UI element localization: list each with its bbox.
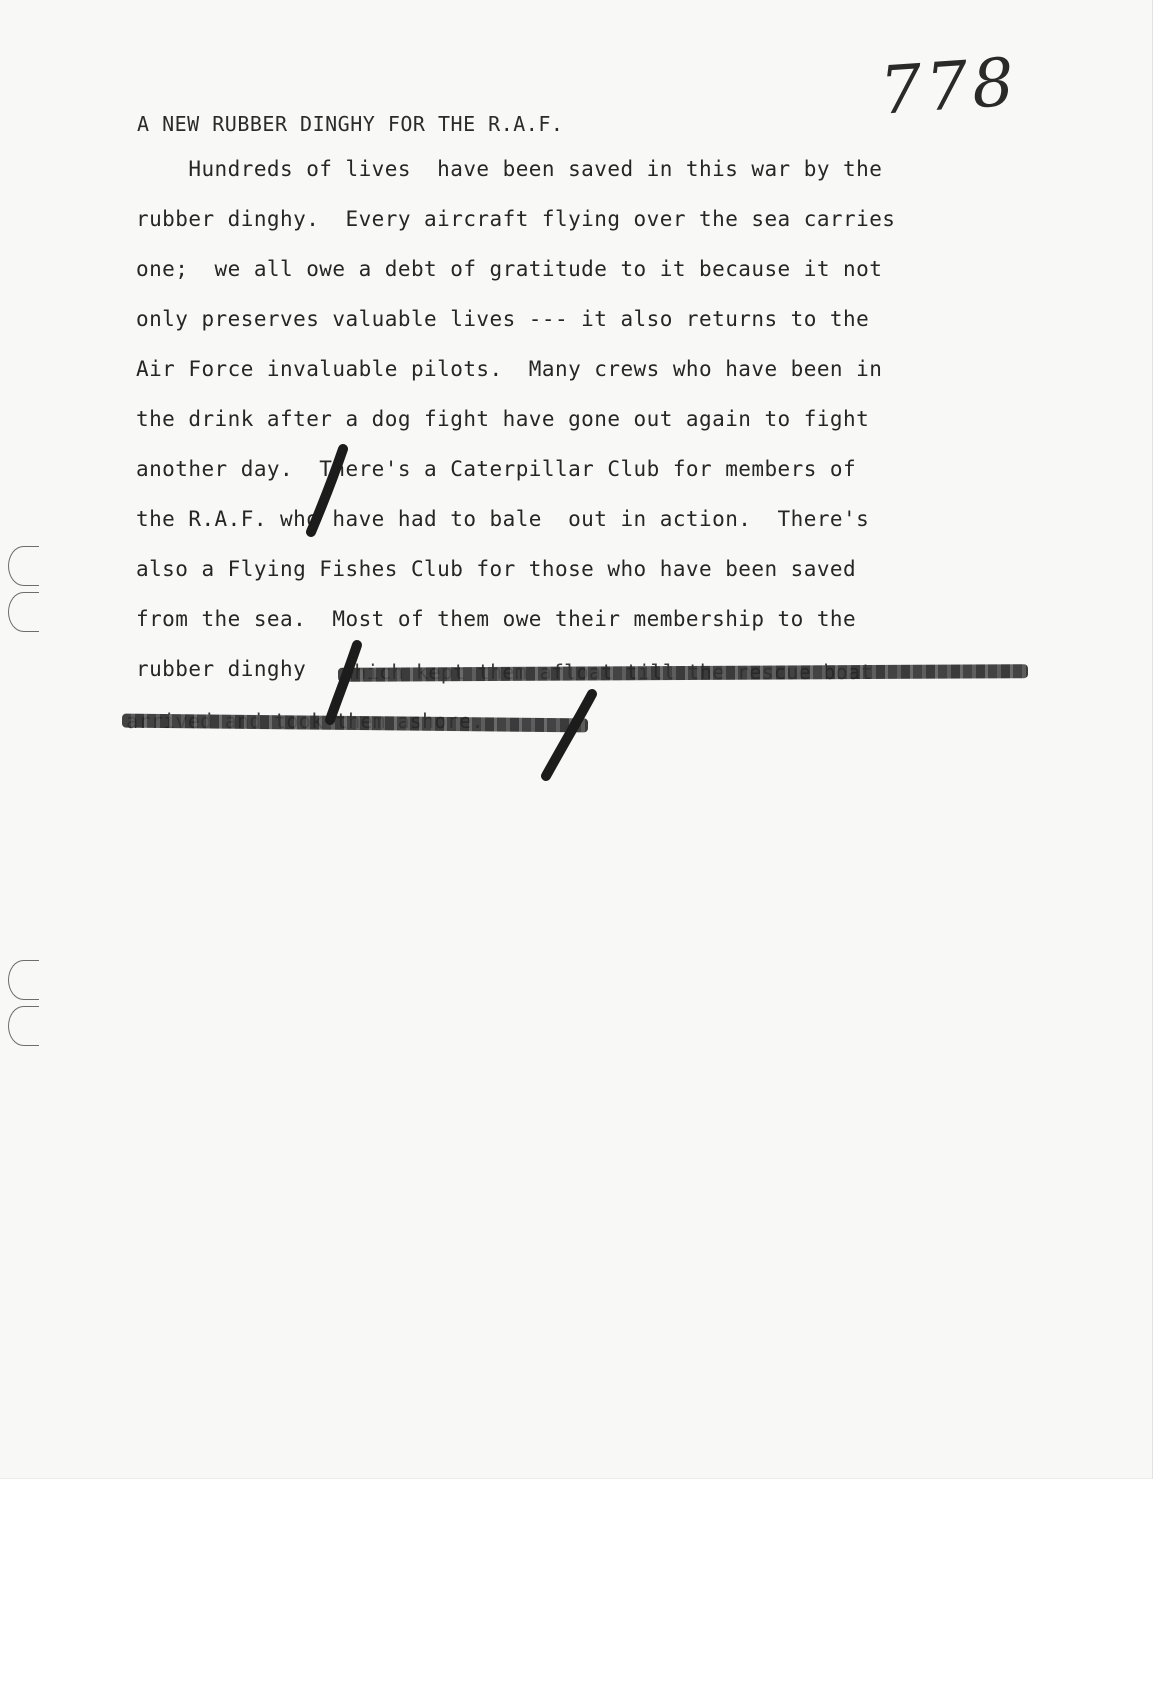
body-line: the drink after a dog fight have gone out again to fight xyxy=(136,407,870,431)
body-line: only preserves valuable lives --- it also returns to the xyxy=(136,307,870,331)
punch-hole xyxy=(8,546,39,586)
slash-mark xyxy=(311,449,343,532)
punch-hole xyxy=(8,960,39,1000)
body-line: one; we all owe a debt of gratitude to it because it not xyxy=(136,257,883,281)
handwritten-page-number: 778 xyxy=(877,43,1021,130)
slash-mark xyxy=(330,645,357,720)
body-line: another day. There's a Caterpillar Club for members of xyxy=(136,457,857,481)
document-title: A NEW RUBBER DINGHY FOR THE R.A.F. xyxy=(137,112,564,136)
body-line: from the sea. Most of them owe their membership to the xyxy=(136,607,857,631)
slash-mark xyxy=(546,694,592,776)
body-line: the R.A.F. who have had to bale out in action. There's xyxy=(136,507,870,531)
body-line: rubber dinghy xyxy=(136,657,307,681)
body-line: rubber dinghy. Every aircraft flying over the sea carries xyxy=(136,207,896,231)
body-line: also a Flying Fishes Club for those who have been saved xyxy=(136,557,857,581)
punch-hole xyxy=(8,1006,39,1046)
body-line: Hundreds of lives have been saved in this war by the xyxy=(136,157,883,181)
punch-hole xyxy=(8,592,39,632)
body-line: Air Force invaluable pilots. Many crews who have been in xyxy=(136,357,883,381)
